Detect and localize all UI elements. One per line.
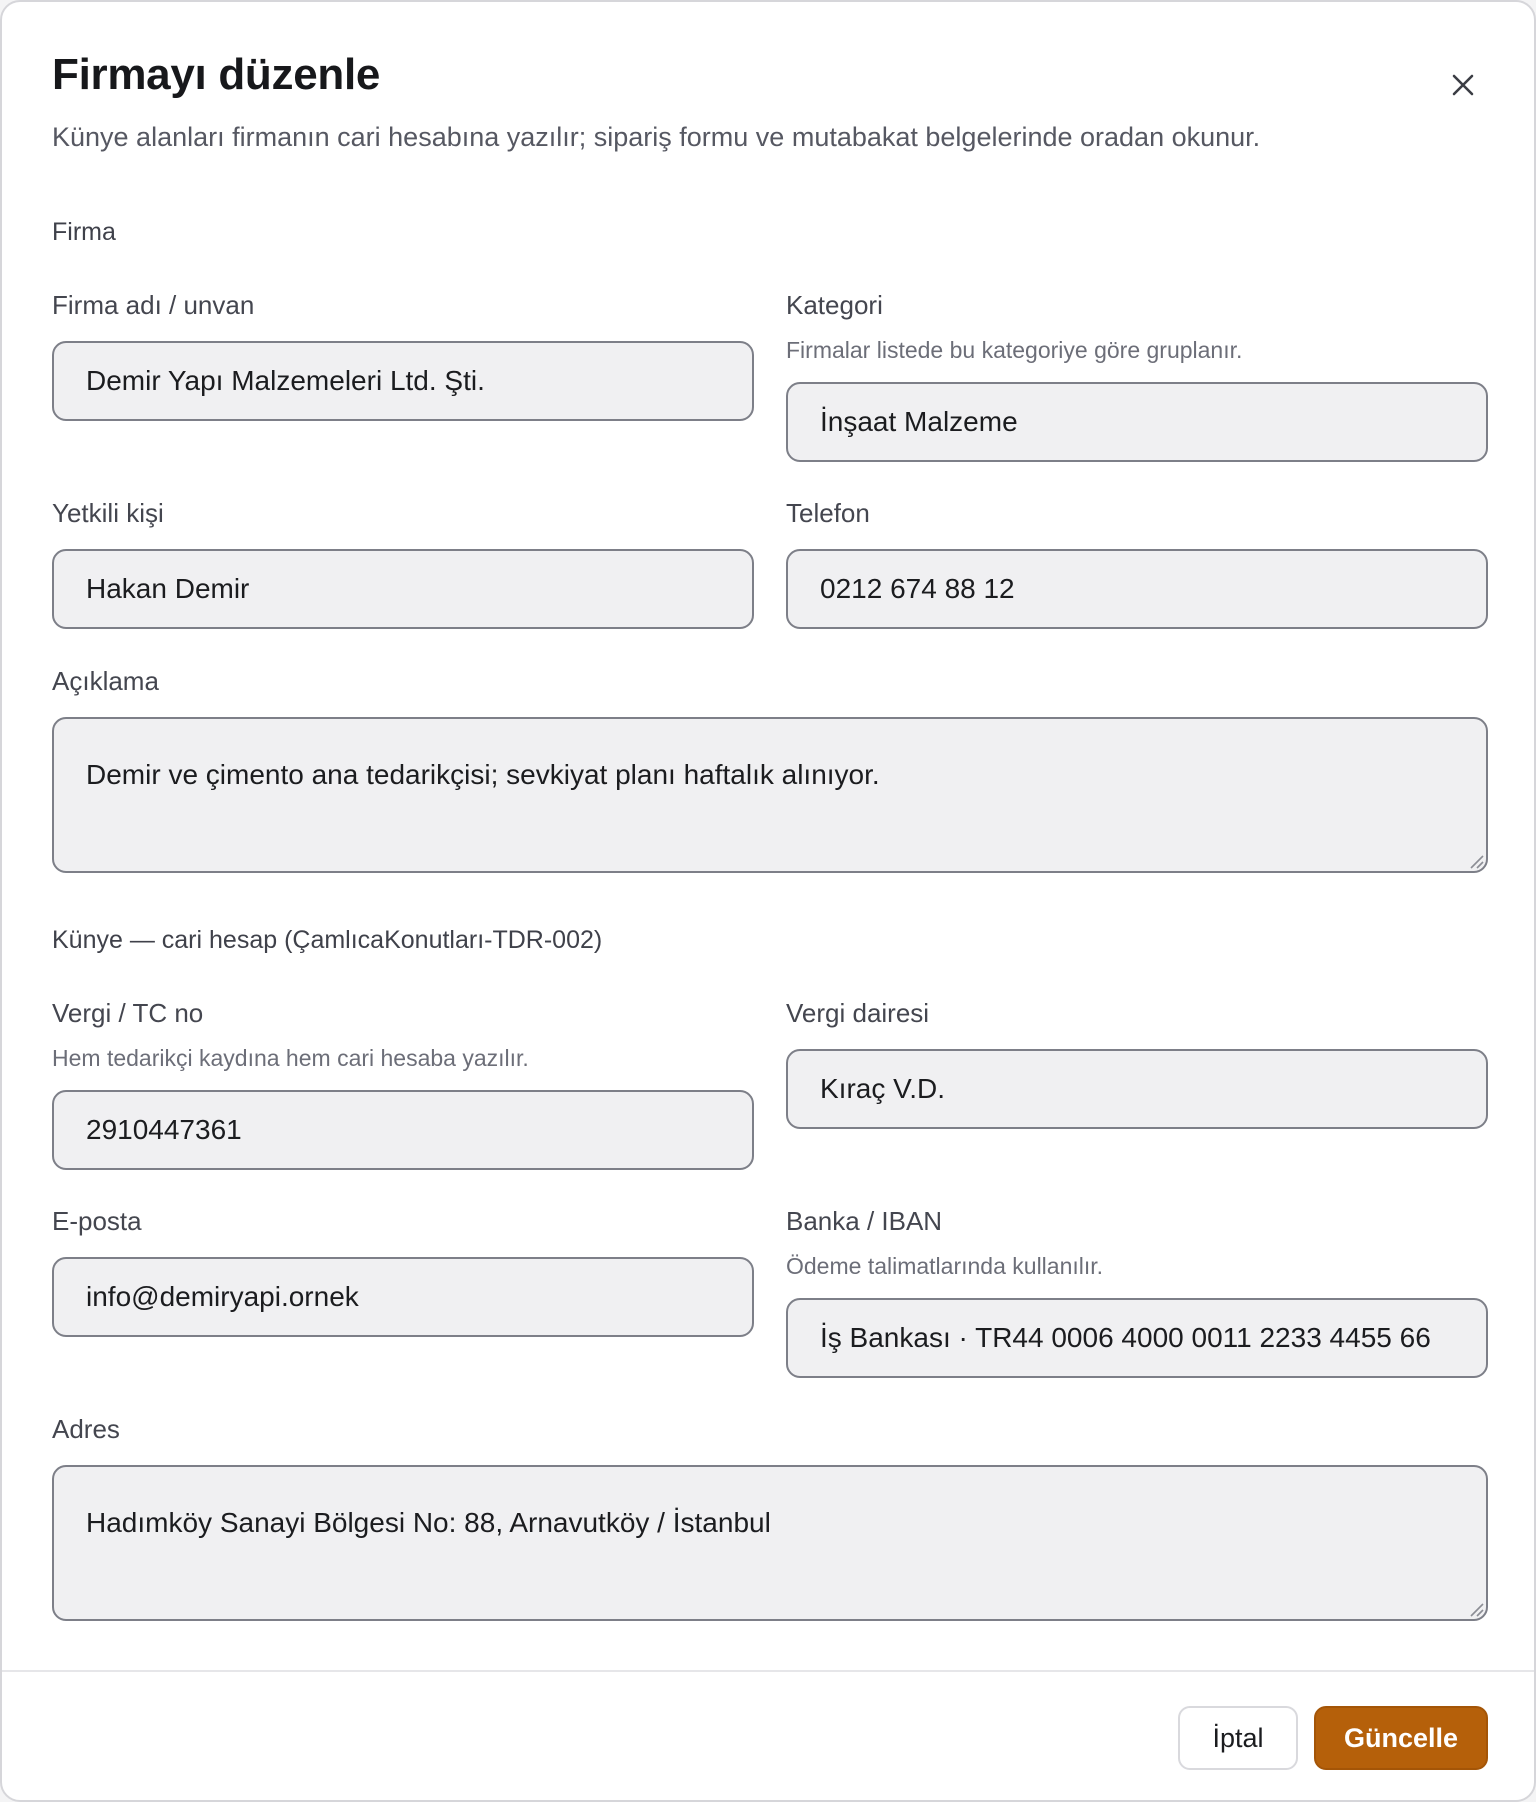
phone-label: Telefon <box>786 498 870 528</box>
company-name-field <box>52 290 754 421</box>
dialog-header <box>52 50 1488 153</box>
tax-number-hint: Hem tedarikçi kaydına hem cari hesaba yazılır. <box>52 1045 529 1071</box>
company-name-label: Firma adı / unvan <box>52 290 255 320</box>
contact-person-field <box>52 498 754 629</box>
tax-number-label: Vergi / TC no <box>52 998 204 1028</box>
phone-input[interactable]: 0212 674 88 12 <box>786 549 1488 629</box>
bank-iban-input[interactable]: İş Bankası · TR44 0006 4000 0011 2233 4455 66 <box>786 1298 1488 1378</box>
tax-office-field <box>786 998 1488 1129</box>
category-field <box>786 290 1488 462</box>
description-field <box>52 666 1488 873</box>
tax-number-field <box>52 998 754 1170</box>
close-button[interactable] <box>1438 60 1488 110</box>
category-input[interactable]: İnşaat Malzeme <box>786 382 1488 462</box>
address-label: Adres <box>52 1414 120 1444</box>
contact-person-label: Yetkili kişi <box>52 498 164 528</box>
category-hint: Firmalar listede bu kategoriye göre gruplanır. <box>786 337 1243 363</box>
tax-office-input[interactable]: Kıraç V.D. <box>786 1049 1488 1129</box>
bank-iban-label: Banka / IBAN <box>786 1206 943 1236</box>
dialog-subtitle: Künye alanları firmanın cari hesabına yazılır; sipariş formu ve mutabakat belgelerinde oradan okunur. <box>52 122 1261 152</box>
update-button[interactable]: Güncelle <box>1314 1706 1488 1770</box>
description-label: Açıklama <box>52 666 159 696</box>
resize-handle-icon[interactable] <box>1466 1599 1484 1617</box>
bank-iban-field <box>786 1206 1488 1378</box>
description-textarea[interactable] <box>52 717 1488 873</box>
tax-number-input[interactable]: 2910447361 <box>52 1090 754 1170</box>
close-icon <box>1451 73 1475 97</box>
cancel-button[interactable]: İptal <box>1178 1706 1298 1770</box>
phone-field <box>786 498 1488 629</box>
category-label: Kategori <box>786 290 883 320</box>
company-name-input[interactable]: Demir Yapı Malzemeleri Ltd. Şti. <box>52 341 754 421</box>
dialog-title: Firmayı düzenle <box>52 50 381 99</box>
email-label: E-posta <box>52 1206 142 1236</box>
tax-office-label: Vergi dairesi <box>786 998 930 1028</box>
resize-handle-icon[interactable] <box>1466 851 1484 869</box>
contact-person-input[interactable]: Hakan Demir <box>52 549 754 629</box>
address-textarea[interactable] <box>52 1465 1488 1621</box>
bank-iban-hint: Ödeme talimatlarında kullanılır. <box>786 1253 1104 1279</box>
address-text: Hadımköy Sanayi Bölgesi No: 88, Arnavutköy / İstanbul <box>86 1507 771 1538</box>
dialog-footer <box>2 1670 1536 1802</box>
description-text: Demir ve çimento ana tedarikçisi; sevkiyat planı haftalık alınıyor. <box>86 759 880 790</box>
email-input[interactable]: info@demiryapi.ornek <box>52 1257 754 1337</box>
email-field <box>52 1206 754 1337</box>
address-field <box>52 1414 1488 1621</box>
section-title-firma: Firma <box>52 218 116 246</box>
section-title-kunye: Künye — cari hesap (ÇamlıcaKonutları-TDR-002) <box>52 926 603 954</box>
